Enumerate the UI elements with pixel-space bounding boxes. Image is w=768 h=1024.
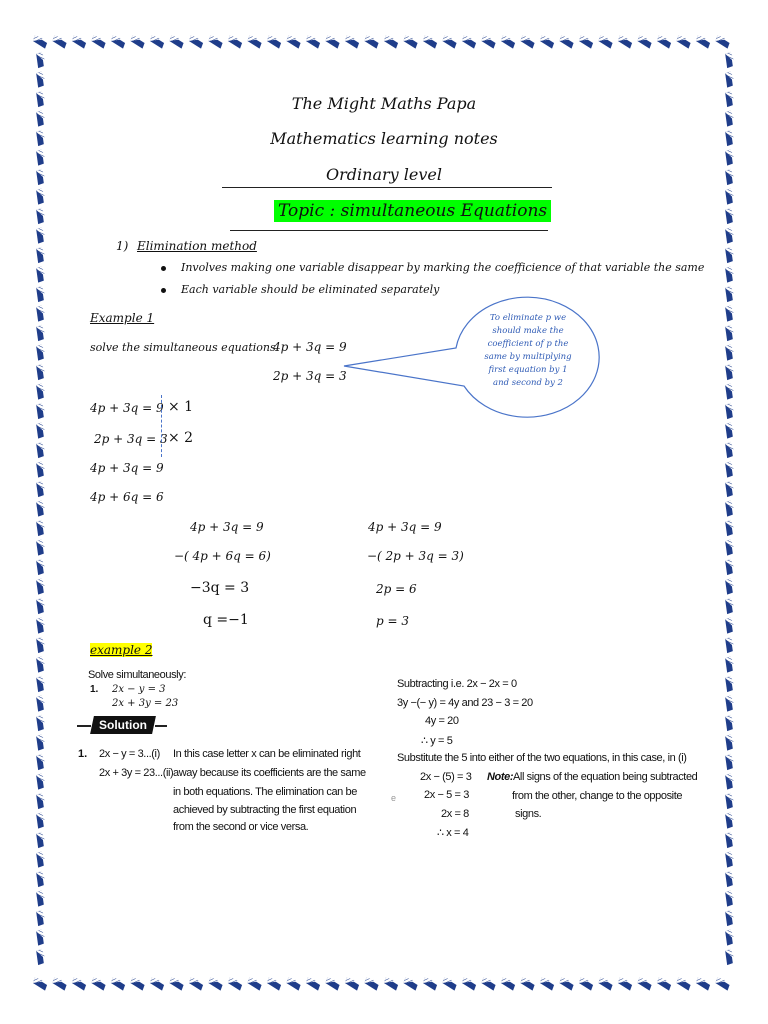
border-segment [480, 977, 496, 990]
border-segment [722, 227, 735, 243]
border-segment [722, 812, 735, 828]
border-segment [722, 422, 735, 438]
border-segment [722, 208, 735, 224]
step-4: ∴ y = 5 [421, 735, 453, 747]
solution-label-text: Solution [99, 718, 147, 732]
border-segment [695, 977, 711, 990]
border-segment [722, 403, 735, 419]
scaled-equation-2: 4p + 6q = 6 [90, 490, 164, 504]
border-segment [33, 890, 46, 906]
border-segment [558, 977, 574, 990]
border-segment [305, 977, 321, 990]
border-segment [33, 754, 46, 770]
example-2-number: 1. [90, 684, 99, 695]
solution-rule-right [155, 725, 167, 727]
border-segment [33, 71, 46, 87]
border-segment [33, 715, 46, 731]
border-segment [33, 812, 46, 828]
right-step-3: 2p = 6 [376, 582, 417, 596]
border-segment [722, 598, 735, 614]
solution-number: 1. [78, 748, 88, 760]
border-segment [500, 977, 516, 990]
border-segment [71, 977, 87, 990]
topic-rule [230, 230, 548, 231]
border-segment [578, 977, 594, 990]
border-segment [722, 890, 735, 906]
border-segment [722, 793, 735, 809]
border-segment [33, 559, 46, 575]
solution-equation-a: 2x − y = 3...(i) [99, 748, 160, 760]
border-segment [33, 442, 46, 458]
border-segment [722, 71, 735, 87]
border-segment [33, 52, 46, 68]
border-segment [33, 325, 46, 341]
border-segment [461, 977, 477, 990]
step-8: 2x = 8 [441, 808, 469, 820]
explanation-line-4: achieved by subtracting the first equation [173, 804, 357, 816]
border-segment [33, 910, 46, 926]
border-segment [188, 977, 204, 990]
border-segment [305, 35, 321, 48]
solution-equation-b: 2x + 3y = 23...(ii) [99, 767, 174, 779]
border-segment [168, 35, 184, 48]
border-segment [266, 35, 282, 48]
multiplier-1: × 1 [168, 399, 194, 415]
bullet-dot [161, 266, 166, 271]
border-segment [636, 977, 652, 990]
border-segment [33, 851, 46, 867]
border-segment [461, 35, 477, 48]
border-segment [722, 442, 735, 458]
border-segment [722, 715, 735, 731]
border-segment [500, 35, 516, 48]
border-segment [402, 977, 418, 990]
border-segment [722, 247, 735, 263]
border-segment [441, 35, 457, 48]
border-segment [363, 977, 379, 990]
solution-label [90, 716, 156, 734]
border-segment [90, 977, 106, 990]
border-segment [363, 35, 379, 48]
section-number: 1) [116, 239, 129, 253]
example-2-equation-a: 2x − y = 3 [112, 684, 166, 695]
border-segment [33, 773, 46, 789]
border-segment [344, 35, 360, 48]
border-segment [51, 977, 67, 990]
header-line-2: Mathematics learning notes [270, 129, 498, 148]
border-segment [578, 35, 594, 48]
border-segment [656, 977, 672, 990]
border-segment [675, 35, 691, 48]
border-segment [722, 149, 735, 165]
border-segment [246, 977, 262, 990]
step-6: 2x − (5) = 3 [420, 771, 472, 783]
border-segment [33, 832, 46, 848]
border-segment [33, 188, 46, 204]
border-segment [722, 520, 735, 536]
bullet-dot [161, 288, 166, 293]
border-segment [33, 598, 46, 614]
border-segment [33, 461, 46, 477]
border-segment [33, 734, 46, 750]
border-segment [33, 539, 46, 555]
border-segment [722, 500, 735, 516]
border-segment [207, 977, 223, 990]
border-segment [33, 520, 46, 536]
border-segment [597, 35, 613, 48]
border-segment [722, 344, 735, 360]
step-7: 2x − 5 = 3 [424, 789, 469, 801]
left-step-2: −( 4p + 6q = 6) [174, 549, 271, 563]
border-segment [129, 35, 145, 48]
border-segment [383, 35, 399, 48]
step-9: ∴ x = 4 [437, 827, 469, 839]
border-segment [324, 977, 340, 990]
border-segment [285, 977, 301, 990]
border-segment [33, 344, 46, 360]
border-segment [722, 851, 735, 867]
border-segment [33, 656, 46, 672]
border-segment [32, 977, 48, 990]
border-segment [422, 35, 438, 48]
border-segment [597, 977, 613, 990]
border-segment [32, 35, 48, 48]
explanation-line-2: away because its coefficients are the same [173, 767, 366, 779]
border-segment [722, 52, 735, 68]
border-segment [714, 35, 730, 48]
border-segment [33, 149, 46, 165]
border-segment [33, 676, 46, 692]
explanation-line-1: In this case letter x can be eliminated right [173, 748, 361, 760]
border-segment [722, 832, 735, 848]
border-segment [324, 35, 340, 48]
border-segment [227, 977, 243, 990]
border-segment [33, 403, 46, 419]
border-segment [714, 977, 730, 990]
border-segment [519, 977, 535, 990]
example-2-equation-b: 2x + 3y = 23 [112, 698, 179, 709]
border-segment [33, 286, 46, 302]
explanation-line-3: in both equations. The elimination can be [173, 786, 357, 798]
border-segment [33, 949, 46, 965]
border-segment [722, 559, 735, 575]
border-segment [722, 754, 735, 770]
border-segment [722, 910, 735, 926]
border-segment [539, 35, 555, 48]
explanation-line-5: from the second or vice versa. [173, 821, 309, 833]
border-segment [722, 734, 735, 750]
border-segment [617, 977, 633, 990]
work-equation-1: 4p + 3q = 9 [90, 401, 164, 415]
border-segment [383, 977, 399, 990]
border-segment [207, 35, 223, 48]
example-1-heading: Example 1 [90, 311, 155, 325]
border-segment [695, 35, 711, 48]
border-segment [33, 266, 46, 282]
step-3: 4y = 20 [425, 715, 459, 727]
border-segment [675, 977, 691, 990]
border-segment [168, 977, 184, 990]
border-segment [558, 35, 574, 48]
border-segment [33, 481, 46, 497]
border-segment [722, 325, 735, 341]
border-segment [188, 35, 204, 48]
example-2-prompt: Solve simultaneously: [88, 669, 186, 681]
border-segment [636, 35, 652, 48]
border-segment [722, 286, 735, 302]
border-segment [266, 977, 282, 990]
border-segment [722, 871, 735, 887]
border-segment [539, 977, 555, 990]
border-segment [51, 35, 67, 48]
header-line-1: The Might Maths Papa [291, 94, 477, 113]
border-segment [33, 247, 46, 263]
left-step-1: 4p + 3q = 9 [190, 520, 264, 534]
border-segment [33, 364, 46, 380]
border-segment [422, 977, 438, 990]
border-segment [285, 35, 301, 48]
border-segment [722, 461, 735, 477]
border-segment [33, 929, 46, 945]
work-equation-2: 2p + 3q = 3 [94, 432, 168, 446]
border-segment [656, 35, 672, 48]
example-1-equation-1: 4p + 3q = 9 [273, 340, 347, 354]
scaled-equation-1: 4p + 3q = 9 [90, 461, 164, 475]
border-segment [480, 35, 496, 48]
border-segment [33, 227, 46, 243]
border-segment [246, 35, 262, 48]
border-segment [33, 695, 46, 711]
border-segment [722, 617, 735, 633]
border-segment [33, 871, 46, 887]
border-segment [722, 539, 735, 555]
border-segment [722, 637, 735, 653]
solution-rule-left [77, 725, 91, 727]
step-5: Substitute the 5 into either of the two equations, in this case, in (i) [397, 752, 687, 764]
border-segment [110, 35, 126, 48]
border-segment [722, 481, 735, 497]
border-segment [519, 35, 535, 48]
topic-banner: Topic : simultaneous Equations [274, 200, 551, 222]
multiplier-divider [161, 395, 162, 457]
border-segment [71, 35, 87, 48]
border-segment [90, 35, 106, 48]
note-line-2: from the other, change to the opposite [512, 790, 683, 802]
border-segment [344, 977, 360, 990]
border-segment [149, 977, 165, 990]
bullet-item-2: Each variable should be eliminated separately [181, 283, 440, 296]
border-segment [722, 773, 735, 789]
note-line-3: signs. [515, 808, 542, 820]
section-title: Elimination method [137, 239, 257, 253]
example-1-equation-2: 2p + 3q = 3 [273, 369, 347, 383]
header-line-3: Ordinary level [326, 165, 442, 184]
border-segment [149, 35, 165, 48]
border-segment [722, 578, 735, 594]
multiplier-2: × 2 [168, 430, 194, 446]
border-segment [722, 266, 735, 282]
border-segment [33, 305, 46, 321]
stray-mark: e [391, 793, 397, 803]
right-step-2: −( 2p + 3q = 3) [367, 549, 464, 563]
border-segment [33, 422, 46, 438]
header-rule [222, 187, 552, 188]
border-segment [722, 949, 735, 965]
border-segment [617, 35, 633, 48]
border-segment [402, 35, 418, 48]
step-2: 3y −(− y) = 4y and 23 − 3 = 20 [397, 697, 533, 709]
example-2-heading: example 2 [90, 643, 153, 657]
border-segment [33, 637, 46, 653]
border-segment [722, 676, 735, 692]
border-segment [722, 305, 735, 321]
border-segment [33, 793, 46, 809]
bullet-item-1: Involves making one variable disappear by marking the coefficience of that variable the same [181, 261, 705, 274]
note-line-1: All signs of the equation being subtracted [513, 771, 698, 783]
border-segment [33, 578, 46, 594]
border-segment [441, 977, 457, 990]
border-segment [33, 383, 46, 399]
border-segment [33, 617, 46, 633]
step-1: Subtracting i.e. 2x − 2x = 0 [397, 678, 517, 690]
border-segment [110, 977, 126, 990]
example-1-prompt: solve the simultaneous equations [90, 341, 276, 354]
border-segment [722, 383, 735, 399]
border-segment [722, 656, 735, 672]
left-step-4: q =−1 [203, 612, 249, 628]
border-segment [33, 208, 46, 224]
border-segment [129, 977, 145, 990]
left-step-3: −3q = 3 [190, 580, 250, 596]
border-segment [722, 929, 735, 945]
border-segment [722, 188, 735, 204]
border-segment [227, 35, 243, 48]
border-segment [722, 364, 735, 380]
note-label: Note: [487, 771, 514, 783]
right-step-4: p = 3 [376, 614, 409, 628]
right-step-1: 4p + 3q = 9 [368, 520, 442, 534]
border-segment [33, 500, 46, 516]
border-segment [722, 695, 735, 711]
callout-text: To eliminate p we should make the coefficient of p the same by multiplying first equation by 1 and second by 2 [484, 313, 572, 388]
